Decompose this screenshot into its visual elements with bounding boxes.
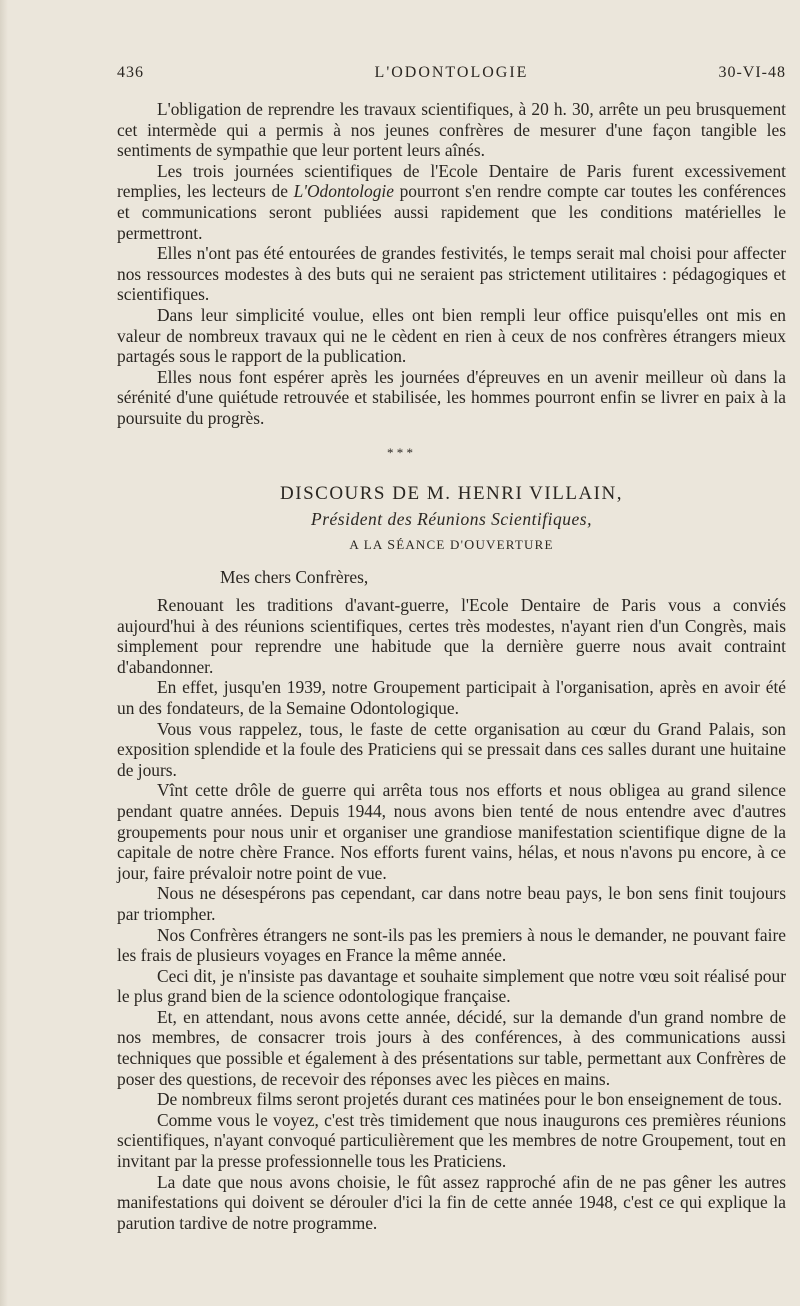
paragraph: Et, en attendant, nous avons cette année, décidé, sur la demande d'un grand nombre de nos membres, de consacrer trois jours à des conférences, à des communications aussi techniques que possible et également à des présentations sur table, permettant aux Confrères de poser des questions, de recevoir des réponses avec les pièces en mains. <box>117 1006 786 1089</box>
issue-date: 30-VI-48 <box>718 64 786 81</box>
paragraph: Renouant les traditions d'avant-guerre, l'Ecole Dentaire de Paris vous a conviés aujourd'hui à des réunions scientifiques, certes très modestes, n'ayant rien d'un Congrès, mais simplement pour reprendre une habitude que la dernière guerre nous avait contraint d'abandonner. <box>117 595 786 677</box>
paragraph: L'obligation de reprendre les travaux scientifiques, à 20 h. 30, arrête un peu brusquement cet intermède qui a permis à nos jeunes confrères de mesurer d'une façon tangible les sentiments de sympathie que leur portent leurs aînés. <box>117 99 786 161</box>
paragraph-text: Les trois journées scientifiques de l'Ecole Dentaire de Paris furent excessivement remplies, les lecteurs de <box>117 160 786 202</box>
paragraph-text: pourront s'en rendre compte car toutes les conférences et communications seront publiées aussi rapidement que les conditions matérielles le permettront. <box>117 181 786 243</box>
paragraph <box>117 161 786 243</box>
journal-name: L'Odontologie <box>293 181 394 202</box>
occasion-part: ÉANCE D' <box>396 537 465 552</box>
occasion-part: O <box>464 538 476 553</box>
page-number: 436 <box>117 64 144 81</box>
speech-occasion <box>117 537 786 554</box>
intro-text <box>117 99 786 429</box>
paragraph: Nous ne désespérons pas cependant, car dans notre beau pays, le bon sens finit toujours par triompher. <box>117 883 786 924</box>
paragraph: La date que nous avons choisie, le fût assez rapproché afin de ne pas gêner les autres manifestations qui doivent se dérouler d'ici la fin de cette année 1948, c'est ce qui explique la parution tardive de notre programme. <box>117 1171 786 1233</box>
paragraph: Vous vous rappelez, tous, le faste de cette organisation au cœur du Grand Palais, son exposition splendide et la foule des Praticiens qui se pressait dans ces salles durant une huitaine de jours. <box>117 718 786 780</box>
paragraph: Elles nous font espérer après les journées d'épreuves en un avenir meilleur où dans la sérénité d'une quiétude retrouvée et stabilisée, les hommes pourront enfin se livrer en paix à la poursuite du progrès. <box>117 366 786 428</box>
speech-text <box>117 595 786 1233</box>
paragraph: En effet, jusqu'en 1939, notre Groupement participait à l'organisation, après en avoir été un des fondateurs, de la Semaine Odontologique. <box>117 677 786 718</box>
journal-title: L'ODONTOLOGIE <box>374 64 529 81</box>
occasion-part: A LA <box>349 537 388 552</box>
paragraph: Elles n'ont pas été entourées de grandes festivités, le temps serait mal choisi pour affecter nos ressources modestes à des buts qui ne seraient pas strictement utilitaires : pédagogiques et scientifiques. <box>117 243 786 305</box>
section-separator: * * * <box>387 445 413 460</box>
paragraph: Dans leur simplicité voulue, elles ont bien rempli leur office puisqu'elles ont mis en valeur de nombreux travaux qui ne le cèdent en rien à ceux de nos confrères étrangers mieux partagés sous le rapport de la publication. <box>117 304 786 367</box>
speech-subtitle: Président des Réunions Scientifiques, <box>311 509 592 529</box>
salutation: Mes chers Confrères, <box>220 567 369 587</box>
page-edge-shadow <box>0 0 8 1306</box>
paragraph: Nos Confrères étrangers ne sont-ils pas les premiers à nous le demander, ne pouvant faire les frais de plusieurs voyages en France la même année. <box>117 924 786 966</box>
occasion-part: UVERTURE <box>475 537 554 552</box>
paragraph: Comme vous le voyez, c'est très timidement que nous inaugurons ces premières réunions scientifiques, n'ayant convoqué particulièrement que les membres de notre Groupement, tout en invitant par la presse professionnelle tous les Praticiens. <box>117 1109 786 1172</box>
running-header <box>117 64 786 88</box>
paragraph: Vînt cette drôle de guerre qui arrêta tous nos efforts et nous obligea au grand silence pendant quatre années. Depuis 1944, nous avons bien tenté de nous entendre avec d'autres groupements pour nous unir et organiser une grandiose manifestation scientifique digne de la capitale de notre chère France. Nos efforts furent vains, hélas, et nous n'avons pu encore, à ce jour, faire prévaloir notre point de vue. <box>117 780 786 883</box>
occasion-part: S <box>387 538 397 553</box>
paragraph: Ceci dit, je n'insiste pas davantage et souhaite simplement que notre vœu soit réalisé pour le plus grand bien de la science odontologique française. <box>117 965 786 1007</box>
paragraph: De nombreux films seront projetés durant ces matinées pour le bon enseignement de tous. <box>157 1089 782 1110</box>
speech-title: DISCOURS DE M. HENRI VILLAIN, <box>280 483 623 504</box>
